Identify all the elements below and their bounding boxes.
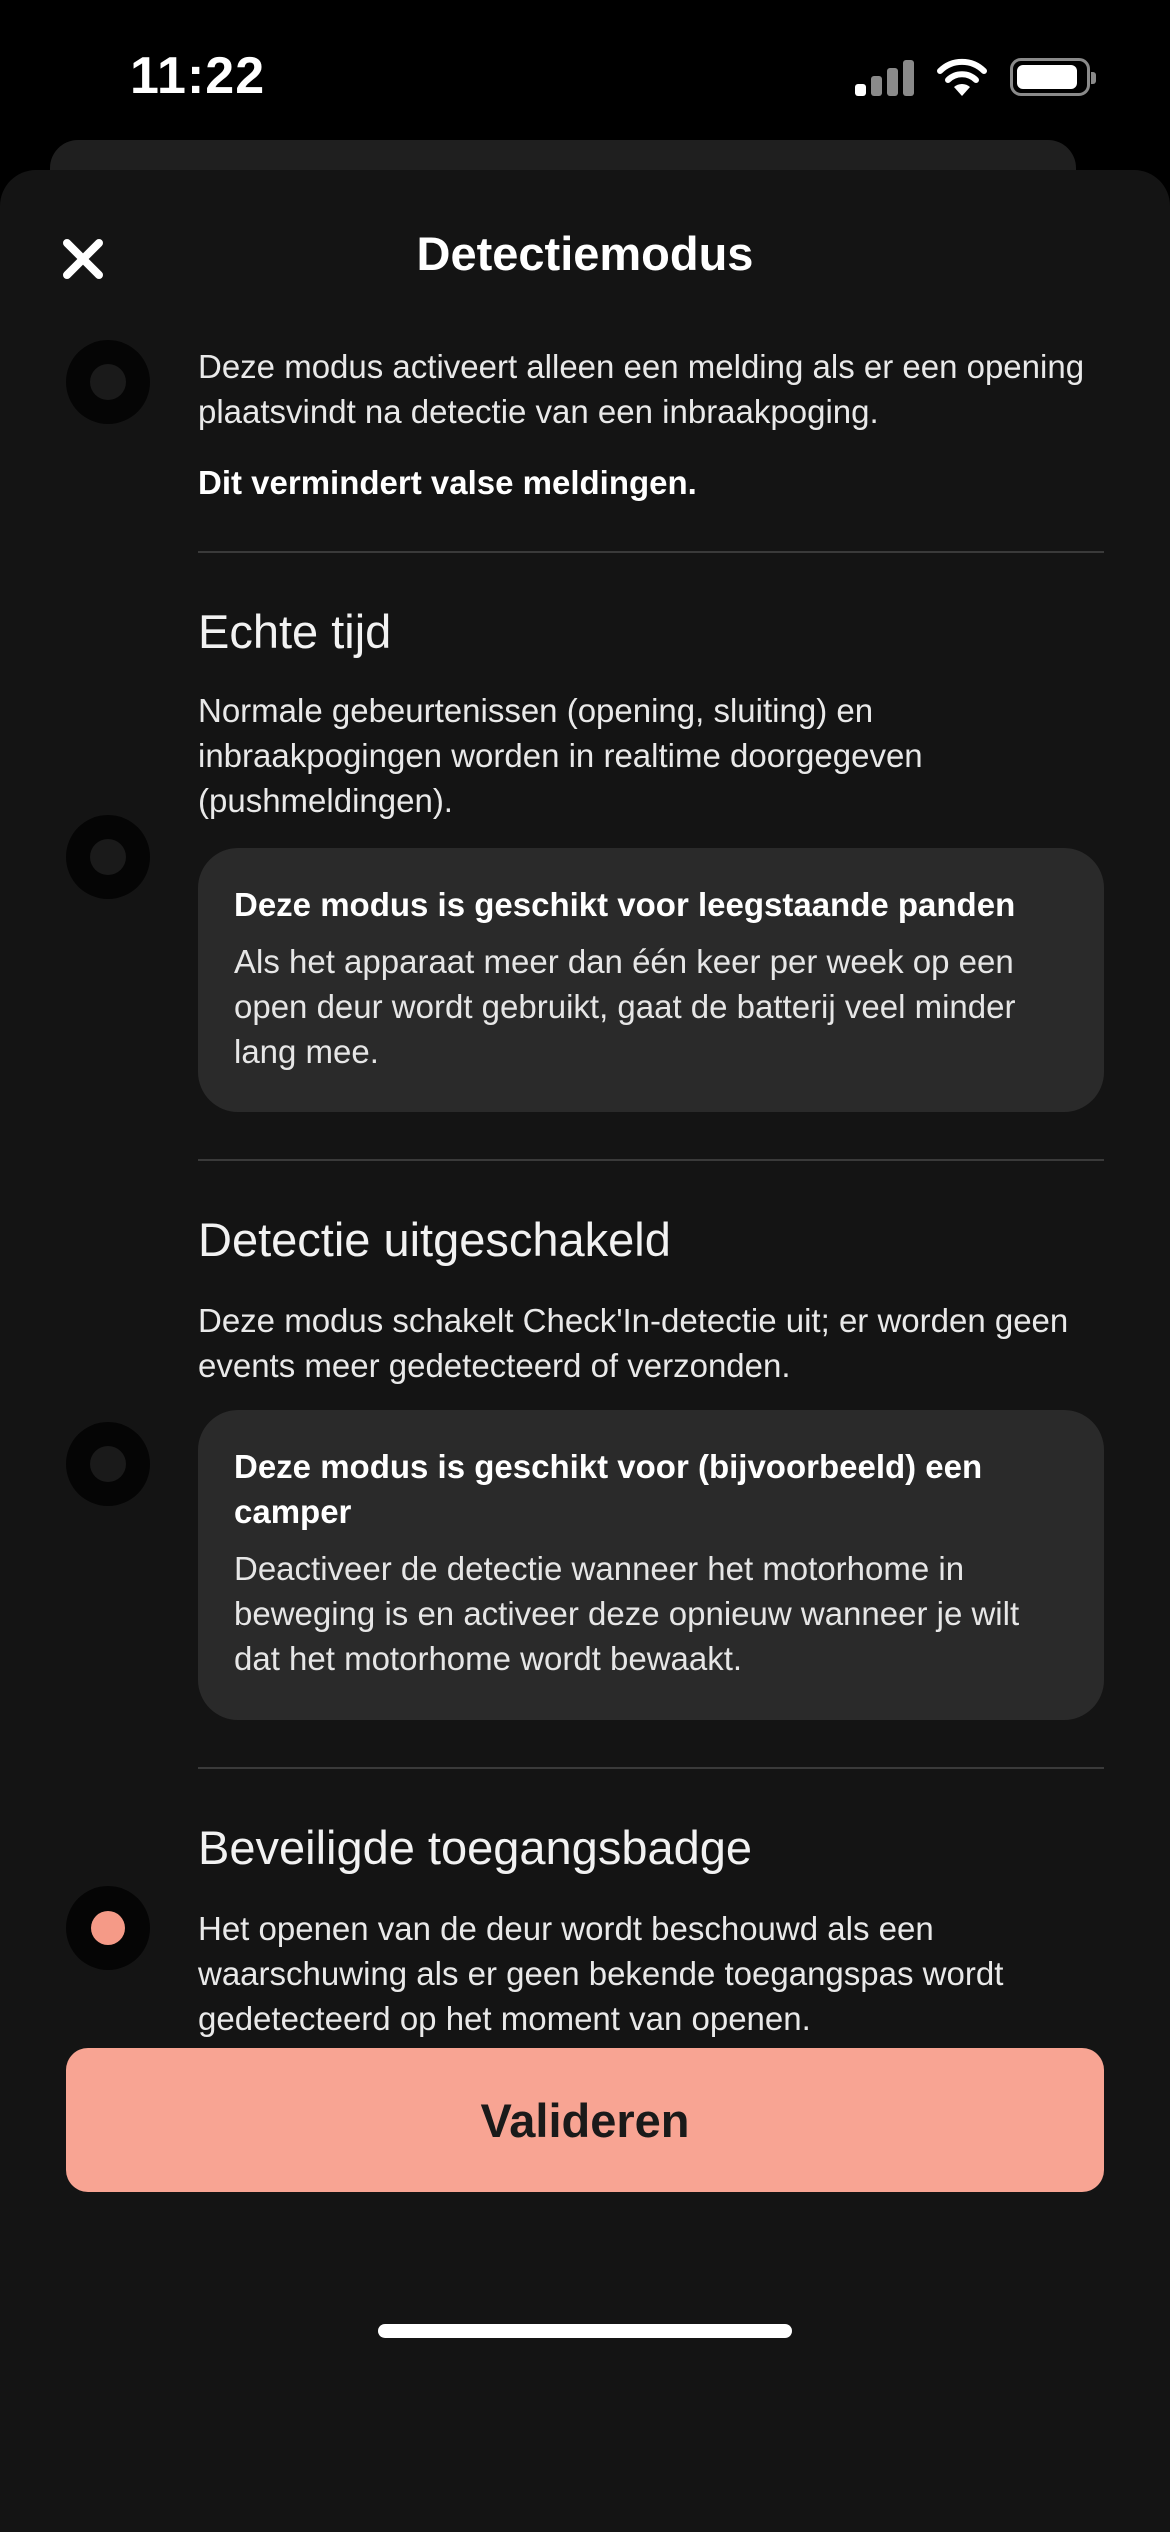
home-indicator (378, 2324, 792, 2338)
option-description: Deze modus activeert alleen een melding als er een opening plaatsvindt na detectie van een inbraakpoging. (198, 348, 1085, 430)
info-box-realtime (198, 848, 1104, 1112)
option-description: Het openen van de deur wordt beschouwd als een waarschuwing als er geen bekende toegangspas wordt gedetecteerd op het moment van openen. (198, 1910, 1004, 2037)
status-time: 11:22 (130, 47, 266, 105)
option-title-disabled: Detectie uitgeschakeld (198, 1213, 671, 1266)
option-title-realtime: Echte tijd (198, 605, 392, 658)
wifi-icon (935, 56, 989, 98)
divider (198, 1159, 1104, 1161)
option-note: Dit vermindert valse meldingen. (198, 464, 697, 501)
option-description: Deze modus schakelt Check'In-detectie uit; er worden geen events meer gedetecteerd of verzonden. (198, 1302, 1069, 1384)
divider (198, 1767, 1104, 1769)
divider (198, 551, 1104, 553)
info-body: Deactiveer de detectie wanneer het motorhome in beweging is en activeer deze opnieuw wanneer je wilt dat het motorhome wordt bewaakt. (234, 1550, 1020, 1677)
info-title: Deze modus is geschikt voor leegstaande panden (234, 886, 1016, 923)
info-body: Als het apparaat meer dan één keer per week op een open deur wordt gebruikt, gaat de batterij veel minder lang mee. (234, 943, 1016, 1070)
info-box-camper (198, 1410, 1104, 1720)
page-title: Detectiemodus (416, 227, 754, 280)
option-radio-secure-badge[interactable] (66, 1886, 150, 1970)
info-title: Deze modus is geschikt voor (bijvoorbeeld) een camper (234, 1448, 983, 1530)
battery-icon (1010, 58, 1090, 96)
option-radio-intrusion-only[interactable] (66, 340, 150, 424)
cellular-signal-icon (855, 58, 915, 96)
option-radio-disabled[interactable] (66, 1422, 150, 1506)
validate-button[interactable]: Valideren (66, 2048, 1104, 2192)
status-bar (0, 0, 1170, 150)
option-radio-realtime[interactable] (66, 815, 150, 899)
option-description: Normale gebeurtenissen (opening, sluiting) en inbraakpogingen worden in realtime doorgegeven (pushmeldingen). (198, 692, 923, 819)
option-title-secure-badge: Beveiligde toegangsbadge (198, 1821, 753, 1874)
